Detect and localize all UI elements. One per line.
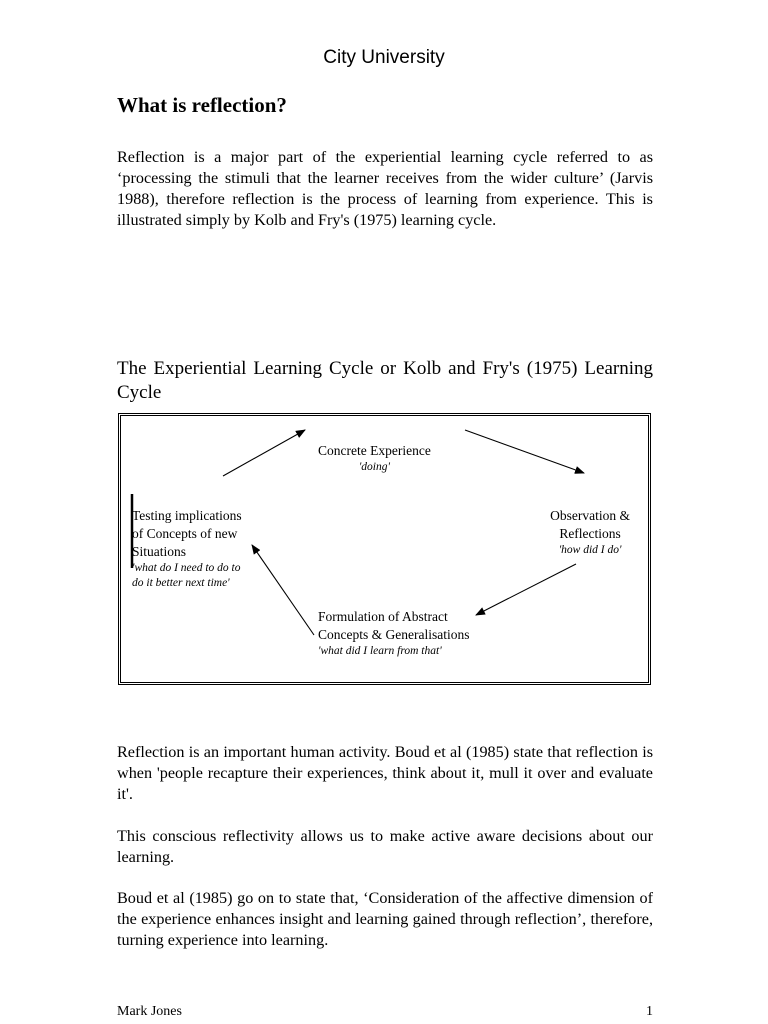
diagram-title: The Experiential Learning Cycle or Kolb and Fry's (1975) Learning Cycle bbox=[117, 358, 653, 403]
body-paragraph-1: Reflection is an important human activity. Boud et al (1985) state that reflection is when 'people recapture their experiences, think about it, mull it over and evaluate it'. bbox=[117, 743, 653, 803]
footer-author: Mark Jones bbox=[117, 1004, 182, 1019]
testing-label-1: Testing implications bbox=[132, 508, 242, 523]
observation-node bbox=[550, 507, 630, 558]
body-paragraph-2: This conscious reflectivity allows us to make active aware decisions about our learning. bbox=[117, 827, 653, 866]
arrow-testing-to-concrete bbox=[223, 430, 305, 476]
testing-note-1: 'what do I need to do to bbox=[132, 562, 241, 574]
footer-page-number: 1 bbox=[646, 1004, 653, 1019]
page-header: City University bbox=[323, 47, 445, 68]
intro-paragraph: Reflection is a major part of the experiential learning cycle referred to as ‘processing the stimuli that the learner receives from the wider culture’ (Jarvis 1988), therefore reflection is the process of learning from experience. This is illustrated simply by Kolb and Fry's (1975) learning cycle. bbox=[117, 148, 653, 229]
concrete-experience-note: 'doing' bbox=[358, 461, 390, 473]
body-paragraph-3: Boud et al (1985) go on to state that, ‘Consideration of the affective dimension of the experience enhances insight and learning gained through reflection’, therefore, turning experience into learning. bbox=[117, 889, 653, 949]
testing-node bbox=[132, 507, 242, 591]
testing-note-2: do it better next time' bbox=[132, 577, 230, 589]
abstract-note: 'what did I learn from that' bbox=[318, 645, 442, 657]
observation-label-1: Observation & bbox=[550, 508, 630, 523]
testing-label-3: Situations bbox=[132, 544, 187, 559]
learning-cycle-diagram bbox=[118, 413, 651, 685]
page-title: What is reflection? bbox=[117, 93, 287, 117]
abstract-label-1: Formulation of Abstract bbox=[318, 609, 448, 624]
abstract-label-2: Concepts & Generalisations bbox=[318, 627, 470, 642]
arrow-concrete-to-observation bbox=[465, 430, 584, 473]
arrow-observation-to-abstract bbox=[476, 564, 576, 615]
concrete-experience-node bbox=[318, 442, 431, 475]
observation-note: 'how did I do' bbox=[558, 544, 622, 556]
abstract-concepts-node bbox=[318, 608, 469, 659]
arrow-abstract-to-testing bbox=[252, 545, 314, 635]
concrete-experience-label: Concrete Experience bbox=[318, 443, 431, 458]
testing-label-2: of Concepts of new bbox=[132, 526, 238, 541]
observation-label-2: Reflections bbox=[559, 526, 621, 541]
